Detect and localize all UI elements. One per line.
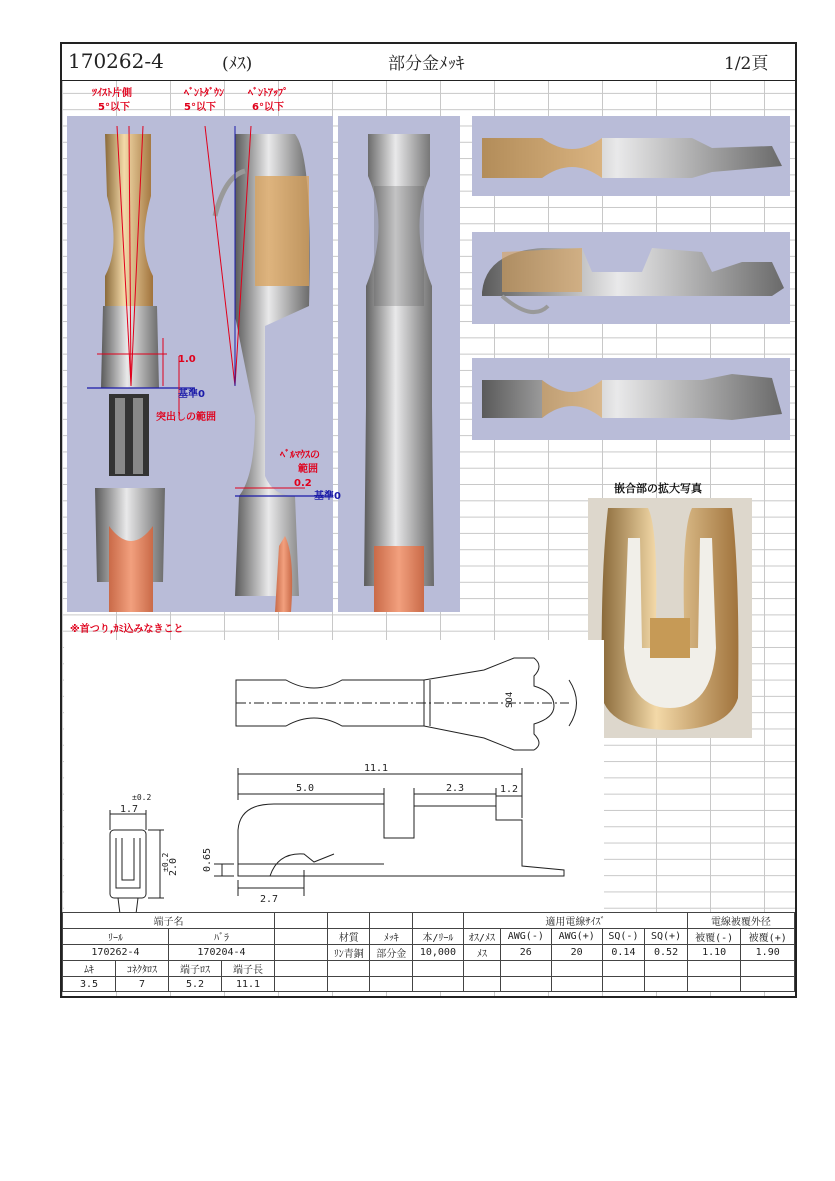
twist-limit: 5°以下 bbox=[98, 102, 130, 113]
photo-side-2 bbox=[472, 232, 790, 324]
th-material: 材質 bbox=[328, 929, 370, 945]
th-term-length: 端子長 bbox=[222, 961, 275, 977]
drawing-stamp: SO4 bbox=[505, 691, 515, 708]
page-number: 1/2頁 bbox=[724, 54, 769, 74]
th-ins-max: 被覆(+) bbox=[741, 929, 795, 945]
td-reel: 170262-4 bbox=[63, 945, 169, 961]
datum-label-1: 基準0 bbox=[178, 389, 205, 400]
td-awg-max: 20 bbox=[551, 945, 602, 961]
th-ins-min: 被覆(-) bbox=[687, 929, 741, 945]
protrusion-range-label: 突出しの範囲 bbox=[156, 412, 216, 423]
th-plating: ﾒｯｷ bbox=[370, 929, 412, 945]
part-number: 170262-4 bbox=[68, 49, 164, 73]
dim-0-2: 0.2 bbox=[294, 478, 312, 489]
td-sq-max: 0.52 bbox=[645, 945, 688, 961]
td-gender: ﾒｽ bbox=[463, 945, 500, 961]
dim-1-2: 1.2 bbox=[500, 784, 519, 795]
th-gender: ｵｽ/ﾒｽ bbox=[463, 929, 500, 945]
td-per-reel: 10,000 bbox=[412, 945, 463, 961]
photo-side-3 bbox=[472, 358, 790, 440]
bend-up-limit: 6°以下 bbox=[252, 102, 284, 113]
gender-label: (ﾒｽ) bbox=[222, 54, 253, 74]
dim-5-0: 5.0 bbox=[296, 783, 315, 794]
th-sq-max: SQ(+) bbox=[645, 929, 688, 945]
th-wire-size: 適用電線ｻｲｽﾞ bbox=[463, 913, 687, 929]
th-awg-min: AWG(-) bbox=[500, 929, 551, 945]
plating-title: 部分金ﾒｯｷ bbox=[388, 54, 465, 74]
photo-top-view bbox=[338, 116, 460, 612]
th-awg-max: AWG(+) bbox=[551, 929, 602, 945]
datum-label-2: 基準0 bbox=[314, 491, 341, 502]
photo-twist-view bbox=[67, 116, 196, 612]
td-sq-min: 0.14 bbox=[602, 945, 645, 961]
td-strip: 3.5 bbox=[63, 977, 116, 992]
tol-2-0: ±0.2 bbox=[161, 852, 170, 872]
th-bara: ﾊﾞﾗ bbox=[169, 929, 275, 945]
td-conn-loss: 7 bbox=[116, 977, 169, 992]
th-insulation: 電線被覆外径 bbox=[687, 913, 794, 929]
spec-sheet bbox=[60, 42, 797, 998]
bellmouth-range-label: 範囲 bbox=[298, 464, 318, 475]
dim-0-65: 0.65 bbox=[202, 847, 213, 872]
th-terminal-name: 端子名 bbox=[63, 913, 275, 929]
bend-down-limit: 5°以下 bbox=[184, 102, 216, 113]
dim-2-3: 2.3 bbox=[446, 783, 465, 794]
photo-enlarged-mating bbox=[588, 498, 752, 738]
warning-note: ※首つり,ｶﾐ込みなきこと bbox=[70, 624, 184, 635]
td-ins-max: 1.90 bbox=[741, 945, 795, 961]
th-conn-loss: ｺﾈｸﾀﾛｽ bbox=[116, 961, 169, 977]
td-material: ﾘﾝ青銅 bbox=[328, 945, 370, 961]
dim-11-1: 11.1 bbox=[364, 763, 389, 774]
bellmouth-label: ﾍﾞﾙﾏｳｽの bbox=[280, 450, 320, 461]
dim-1-0: 1.0 bbox=[178, 354, 196, 365]
photo-side-1 bbox=[472, 116, 790, 196]
bend-up-label: ﾍﾞﾝﾄｱｯﾌﾟ bbox=[248, 88, 288, 99]
td-term-length: 11.1 bbox=[222, 977, 275, 992]
technical-drawing bbox=[64, 640, 604, 912]
th-sq-min: SQ(-) bbox=[602, 929, 645, 945]
th-reel: ﾘｰﾙ bbox=[63, 929, 169, 945]
dim-2-0: 2.0 bbox=[168, 857, 179, 876]
twist-label: ﾂｲｽﾄ片側 bbox=[92, 88, 132, 99]
th-strip: ﾑｷ bbox=[63, 961, 116, 977]
tol-1-7: ±0.2 bbox=[132, 793, 152, 802]
bend-down-label: ﾍﾞﾝﾄﾀﾞｳﾝ bbox=[184, 88, 224, 99]
enlarged-photo-title: 嵌合部の拡大写真 bbox=[614, 482, 702, 495]
td-bara: 170204-4 bbox=[169, 945, 275, 961]
dim-2-7: 2.7 bbox=[260, 894, 279, 905]
th-per-reel: 本/ﾘｰﾙ bbox=[412, 929, 463, 945]
photo-bend-view bbox=[195, 116, 333, 612]
title-bar bbox=[62, 44, 795, 81]
td-ins-min: 1.10 bbox=[687, 945, 741, 961]
th-term-loss: 端子ﾛｽ bbox=[169, 961, 222, 977]
td-awg-min: 26 bbox=[500, 945, 551, 961]
dim-1-7: 1.7 bbox=[120, 804, 139, 815]
td-term-loss: 5.2 bbox=[169, 977, 222, 992]
spec-table bbox=[62, 912, 795, 992]
td-plating: 部分金 bbox=[370, 945, 412, 961]
